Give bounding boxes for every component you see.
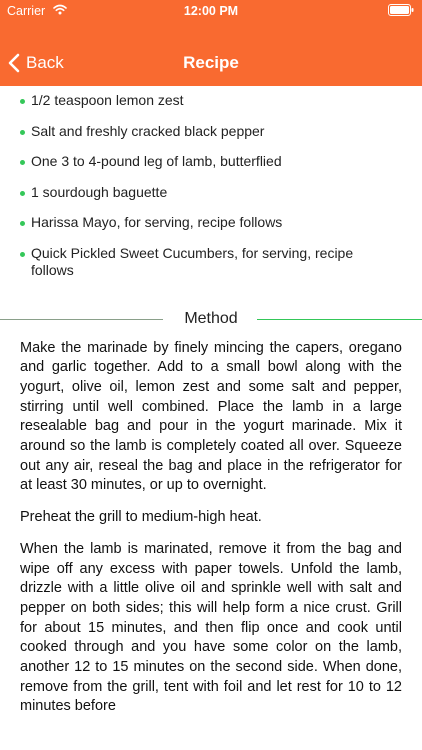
method-section-header bbox=[0, 305, 422, 333]
navigation-bar bbox=[0, 40, 422, 86]
ingredient-text: Salt and freshly cracked black pepper bbox=[31, 122, 265, 139]
ingredient-text: Harissa Mayo, for serving, recipe follows bbox=[31, 214, 283, 230]
method-title: Method bbox=[184, 309, 238, 327]
list-item bbox=[20, 184, 422, 201]
status-time: 12:00 PM bbox=[183, 4, 239, 18]
status-bar bbox=[0, 0, 422, 22]
bullet-icon bbox=[20, 191, 25, 196]
ingredient-text: 1/2 teaspoon lemon zest bbox=[31, 92, 184, 108]
method-paragraph: Make the marinade by finely mincing the capers, oregano and garlic together. Add to a small bowl along with the yogurt, olive oil, lemon zest and some salt and pepper, stirring until well combined. Place the lamb in a large resealable bag and pour in the yogurt marinade. Mix it around so the lamb is completely coated all over. Squeeze out any air, reseal the bag and place in the refrigerator for at least 30 minutes, or up to overnight. bbox=[20, 339, 402, 494]
list-item bbox=[20, 92, 422, 109]
app-header bbox=[0, 0, 422, 86]
ingredient-text: Quick Pickled Sweet Cucumbers, for serving, recipe follows bbox=[31, 244, 354, 278]
bullet-icon bbox=[20, 252, 25, 257]
bullet-icon bbox=[20, 160, 25, 165]
list-item bbox=[20, 123, 422, 140]
list-item bbox=[20, 245, 422, 279]
carrier-label: Carrier bbox=[7, 4, 46, 18]
recipe-content[interactable] bbox=[0, 86, 422, 750]
method-paragraph: Preheat the grill to medium-high heat. bbox=[20, 509, 262, 526]
battery-icon bbox=[388, 4, 414, 16]
back-label: Back bbox=[26, 53, 64, 72]
ingredient-text: One 3 to 4-pound leg of lamb, butterflied bbox=[31, 153, 282, 169]
method-steps bbox=[0, 333, 422, 718]
bullet-icon bbox=[20, 130, 25, 135]
list-item bbox=[20, 153, 422, 170]
page-title: Recipe bbox=[183, 53, 239, 72]
ingredient-list bbox=[0, 86, 422, 279]
ingredient-text: 1 sourdough baguette bbox=[31, 183, 168, 200]
bullet-icon bbox=[20, 221, 25, 226]
method-paragraph: When the lamb is marinated, remove it from the bag and wipe off any excess with paper towels. Unfold the lamb, drizzle with a little olive oil and sprinkle well with salt and pepper on both sides; this will help form a nice crust. Grill for about 15 minutes, and then flip once and cook until cooked through and you have some color on the lamb, another 12 to 15 minutes on the second side. When done, remove from the grill, tent with foil and let rest for 10 to 12 minutes before bbox=[20, 540, 402, 715]
list-item bbox=[20, 214, 422, 231]
divider-line-right bbox=[257, 319, 422, 320]
bullet-icon bbox=[20, 99, 25, 104]
